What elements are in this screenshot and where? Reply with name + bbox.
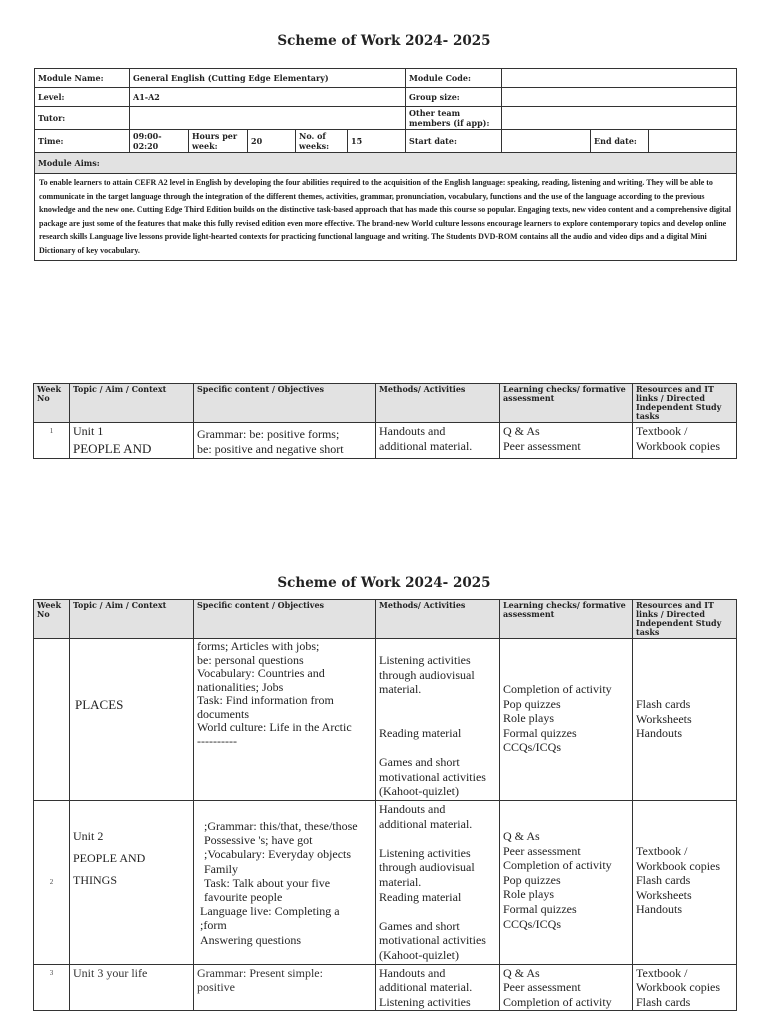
methods-line: through audiovisual bbox=[379, 860, 475, 875]
content-line: ---------- bbox=[197, 733, 237, 748]
header-resources: Resources and IT links / Directed Independent Study tasks bbox=[633, 600, 737, 639]
module-code-value bbox=[502, 69, 737, 88]
header-checks: Learning checks/ formative assessment bbox=[500, 384, 633, 423]
level-label: Level: bbox=[35, 88, 130, 107]
topic-line: PLACES bbox=[75, 696, 124, 712]
content-cell bbox=[194, 801, 376, 965]
time-value: 09:00-02:20 bbox=[130, 130, 189, 153]
resources-line: Textbook / bbox=[636, 844, 688, 858]
resources-line: Flash cards bbox=[636, 873, 691, 888]
topic-line: THINGS bbox=[73, 873, 117, 887]
resources-line: Flash cards bbox=[636, 994, 691, 1009]
week-number: 1 bbox=[34, 423, 70, 459]
week-number bbox=[34, 639, 70, 801]
end-date-value bbox=[649, 130, 737, 153]
checks-cell bbox=[500, 964, 633, 1011]
header-checks: Learning checks/ formative assessment bbox=[500, 600, 633, 639]
content-line: be: positive and negative short bbox=[197, 441, 344, 456]
level-value: A1-A2 bbox=[130, 88, 406, 107]
methods-line: Games and short bbox=[379, 755, 460, 770]
hours-label: Hours per week: bbox=[189, 130, 248, 153]
checks-cell bbox=[500, 639, 633, 801]
methods-line: additional material. bbox=[379, 438, 473, 453]
header-methods: Methods/ Activities bbox=[376, 600, 500, 639]
content-line: Possessive 's; have got bbox=[204, 833, 313, 848]
other-team-value bbox=[502, 107, 737, 130]
header-content: Specific content / Objectives bbox=[194, 384, 376, 423]
methods-cell bbox=[376, 423, 500, 459]
module-name-label: Module Name: bbox=[35, 69, 130, 88]
methods-line: Listening activities bbox=[379, 994, 471, 1009]
methods-line: Games and short bbox=[379, 918, 460, 933]
module-aims-text: To enable learners to attain CEFR A2 level in English by developing the four abilities required to the acquisition of the English language: speaking, reading, listening and writing. They will be able to communicate in the target language through the integration of the different themes, activities, grammar, pronunciation, vocabulary, functions and the use of the language according to the previous knowledge and the new one. Cutting Edge Third Edition builds on the distinctive task-based approach that has made this course so popular. Engaging texts, new video content and a comprehensive digital package are just some of the features that make this fully revised edition even more effective. The brand-new World culture lessons encourage learners to explore contemporary topics and develop online research skills Language live lessons provide light-hearted contexts for practicing functional language and writing. The Students DVD-ROM contains all the audio and video dips and a digital Mini Dictionary of key vocabulary. bbox=[35, 174, 737, 261]
methods-line: Reading material bbox=[379, 889, 462, 904]
checks-line: Role plays bbox=[503, 711, 554, 726]
content-line: Task: Talk about your five bbox=[204, 875, 331, 890]
module-name-value: General English (Cutting Edge Elementary) bbox=[130, 69, 406, 88]
content-line: be: personal questions bbox=[197, 652, 304, 667]
content-line: Grammar: be: positive forms; bbox=[197, 427, 340, 441]
content-line: ;form bbox=[200, 918, 227, 933]
group-size-label: Group size: bbox=[406, 88, 502, 107]
tutor-value bbox=[130, 107, 406, 130]
header-content: Specific content / Objectives bbox=[194, 600, 376, 639]
start-date-value bbox=[502, 130, 591, 153]
topic-line: Unit 3 your life bbox=[73, 965, 148, 980]
methods-line bbox=[379, 741, 496, 756]
topic-line: PEOPLE AND bbox=[73, 851, 146, 865]
checks-line: Peer assessment bbox=[503, 843, 581, 858]
checks-cell bbox=[500, 801, 633, 965]
methods-line: Handouts and bbox=[379, 424, 446, 438]
topic-line: PEOPLE AND bbox=[73, 440, 152, 456]
topic-line: Unit 2 bbox=[73, 829, 104, 843]
content-line: forms; Articles with jobs; bbox=[197, 639, 320, 653]
resources-cell bbox=[633, 801, 737, 965]
weeks-label: No. of weeks: bbox=[296, 130, 348, 153]
methods-line: (Kahoot-quizlet) bbox=[379, 947, 459, 962]
resources-cell bbox=[633, 964, 737, 1011]
resources-line: Worksheets bbox=[636, 711, 692, 726]
topic-cell bbox=[70, 639, 194, 801]
methods-line bbox=[379, 831, 496, 846]
methods-line bbox=[379, 904, 496, 919]
checks-line: CCQs/ICQs bbox=[503, 916, 562, 931]
resources-line: Workbook copies bbox=[636, 438, 721, 453]
resources-line: Textbook / bbox=[636, 965, 688, 980]
content-line: World culture: Life in the Arctic bbox=[197, 720, 352, 734]
content-line: Grammar: Present simple: bbox=[197, 965, 323, 980]
resources-line: Handouts bbox=[636, 902, 682, 917]
scheme-table-page2 bbox=[33, 599, 737, 1011]
checks-line: Formal quizzes bbox=[503, 901, 577, 916]
checks-line: Peer assessment bbox=[503, 980, 581, 995]
checks-line: CCQs/ICQs bbox=[503, 740, 562, 755]
tutor-label: Tutor: bbox=[35, 107, 130, 130]
methods-line: Reading material bbox=[379, 725, 462, 740]
content-line: documents bbox=[197, 706, 249, 721]
header-resources: Resources and IT links / Directed Independent Study tasks bbox=[633, 384, 737, 423]
module-info-table bbox=[34, 68, 737, 261]
methods-line: (Kahoot-quizlet) bbox=[379, 784, 459, 799]
content-line: ;Grammar: this/that, these/those bbox=[204, 819, 358, 833]
topic-line: Unit 1 bbox=[73, 424, 104, 438]
methods-line: Handouts and bbox=[379, 965, 446, 980]
checks-cell bbox=[500, 423, 633, 459]
topic-cell bbox=[70, 801, 194, 965]
header-topic: Topic / Aim / Context bbox=[70, 384, 194, 423]
methods-line: additional material. bbox=[379, 980, 473, 995]
other-team-label: Other team members (if app): bbox=[406, 107, 502, 130]
week-number: 3 bbox=[34, 964, 70, 1011]
methods-line: Handouts and bbox=[379, 802, 446, 816]
methods-line: through audiovisual bbox=[379, 667, 475, 682]
weeks-value: 15 bbox=[348, 130, 406, 153]
module-code-label: Module Code: bbox=[406, 69, 502, 88]
header-week: Week No bbox=[34, 384, 70, 423]
header-methods: Methods/ Activities bbox=[376, 384, 500, 423]
content-line: nationalities; Jobs bbox=[197, 679, 284, 694]
checks-line: Q & As bbox=[503, 829, 540, 843]
topic-cell bbox=[70, 964, 194, 1011]
checks-line: Role plays bbox=[503, 887, 554, 902]
content-line: favourite people bbox=[204, 890, 283, 905]
content-line: positive bbox=[197, 980, 235, 995]
resources-line: Handouts bbox=[636, 726, 682, 741]
resources-line: Flash cards bbox=[636, 697, 691, 711]
module-aims-label: Module Aims: bbox=[35, 153, 737, 174]
content-line: Language live: Completing a bbox=[200, 904, 340, 919]
checks-line: Peer assessment bbox=[503, 438, 581, 453]
checks-line: Completion of activity bbox=[503, 858, 612, 873]
end-date-label: End date: bbox=[591, 130, 649, 153]
checks-line: Pop quizzes bbox=[503, 696, 561, 711]
start-date-label: Start date: bbox=[406, 130, 502, 153]
scheme-table-page1 bbox=[33, 383, 737, 459]
methods-line: motivational activities bbox=[379, 933, 486, 948]
checks-line: Pop quizzes bbox=[503, 872, 561, 887]
content-line: Task: Find information from bbox=[197, 693, 334, 707]
hours-value: 20 bbox=[248, 130, 296, 153]
methods-line: motivational activities bbox=[379, 769, 486, 784]
content-line: Answering questions bbox=[200, 932, 301, 947]
checks-line: Q & As bbox=[503, 965, 540, 980]
group-size-value bbox=[502, 88, 737, 107]
content-line: Vocabulary: Countries and bbox=[197, 666, 325, 680]
resources-cell bbox=[633, 423, 737, 459]
resources-line: Workbook copies bbox=[636, 858, 721, 873]
methods-line: Listening activities bbox=[379, 653, 471, 667]
methods-line bbox=[379, 711, 496, 726]
content-cell bbox=[194, 639, 376, 801]
content-cell bbox=[194, 423, 376, 459]
checks-line: Q & As bbox=[503, 424, 540, 438]
topic-cell bbox=[70, 423, 194, 459]
resources-cell bbox=[633, 639, 737, 801]
content-cell bbox=[194, 964, 376, 1011]
page-title: Scheme of Work 2024- 2025 bbox=[277, 575, 491, 591]
resources-line: Workbook copies bbox=[636, 980, 721, 995]
methods-line: material. bbox=[379, 682, 422, 697]
time-label: Time: bbox=[35, 130, 130, 153]
methods-line: material. bbox=[379, 874, 422, 889]
page-title: Scheme of Work 2024- 2025 bbox=[277, 33, 491, 49]
methods-cell bbox=[376, 639, 500, 801]
checks-line: Formal quizzes bbox=[503, 725, 577, 740]
methods-line: Listening activities bbox=[379, 845, 471, 860]
methods-line bbox=[379, 697, 496, 712]
content-line: Family bbox=[204, 861, 239, 876]
checks-line: Completion of activity bbox=[503, 994, 612, 1009]
methods-line: additional material. bbox=[379, 816, 473, 831]
checks-line: Completion of activity bbox=[503, 682, 612, 696]
methods-cell bbox=[376, 801, 500, 965]
resources-line: Textbook / bbox=[636, 424, 688, 438]
resources-line: Worksheets bbox=[636, 887, 692, 902]
methods-cell bbox=[376, 964, 500, 1011]
header-topic: Topic / Aim / Context bbox=[70, 600, 194, 639]
week-number: 2 bbox=[34, 801, 70, 965]
content-line: ;Vocabulary: Everyday objects bbox=[204, 847, 352, 862]
header-week: Week No bbox=[34, 600, 70, 639]
